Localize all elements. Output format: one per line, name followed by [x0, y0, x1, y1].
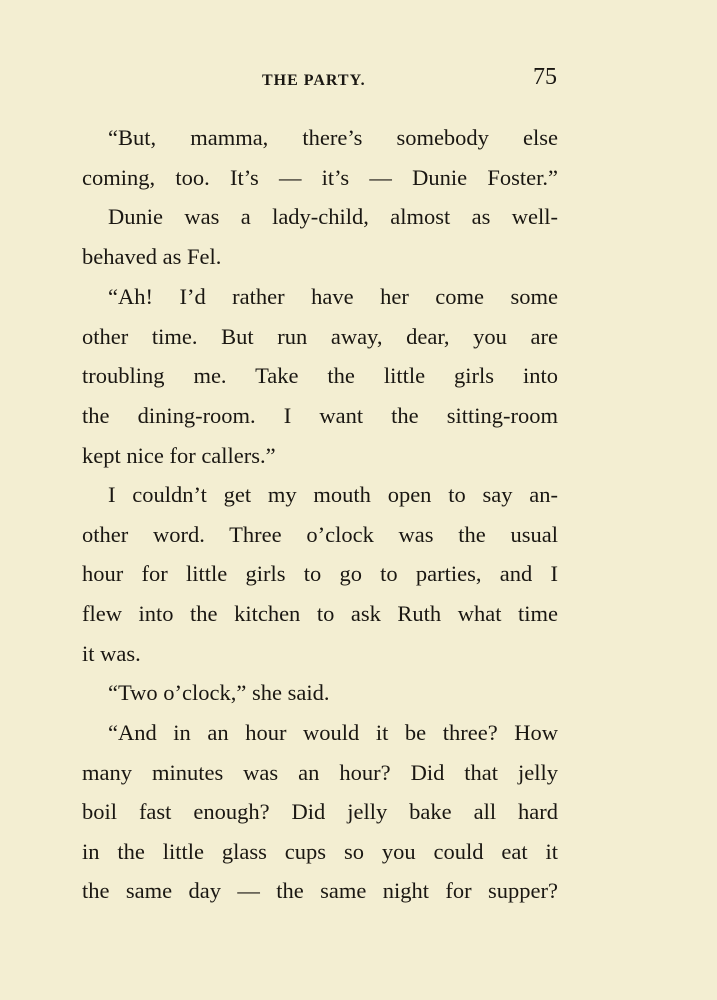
text-line: coming, too. It’s — it’s — Dunie Foster.”	[82, 165, 558, 190]
text-line: other word. Three o’clock was the usual	[82, 522, 558, 547]
text-line: “And in an hour would it be three? How	[108, 720, 558, 745]
text-line: kept nice for callers.”	[82, 443, 276, 468]
text-line: flew into the kitchen to ask Ruth what time	[82, 601, 558, 626]
text-line: “Ah! I’d rather have her come some	[108, 284, 558, 309]
text-line: the dining-room. I want the sitting-room	[82, 403, 558, 428]
page-number: 75	[533, 64, 557, 90]
text-line: “Two o’clock,” she said.	[108, 680, 330, 705]
text-line: in the little glass cups so you could eat it	[82, 839, 558, 864]
text-line: I couldn’t get my mouth open to say an-	[108, 482, 558, 507]
text-line: “But, mamma, there’s somebody else	[108, 125, 558, 150]
running-title: THE PARTY.	[262, 72, 366, 89]
text-line: many minutes was an hour? Did that jelly	[82, 760, 558, 785]
text-line: hour for little girls to go to parties, and I	[82, 561, 558, 586]
text-line: the same day — the same night for supper?	[82, 878, 558, 903]
text-line: Dunie was a lady-child, almost as well-	[108, 204, 558, 229]
text-line: other time. But run away, dear, you are	[82, 324, 558, 349]
text-line: boil fast enough? Did jelly bake all hard	[82, 799, 558, 824]
text-line: it was.	[82, 641, 141, 666]
text-line: troubling me. Take the little girls into	[82, 363, 558, 388]
text-line: behaved as Fel.	[82, 244, 222, 269]
